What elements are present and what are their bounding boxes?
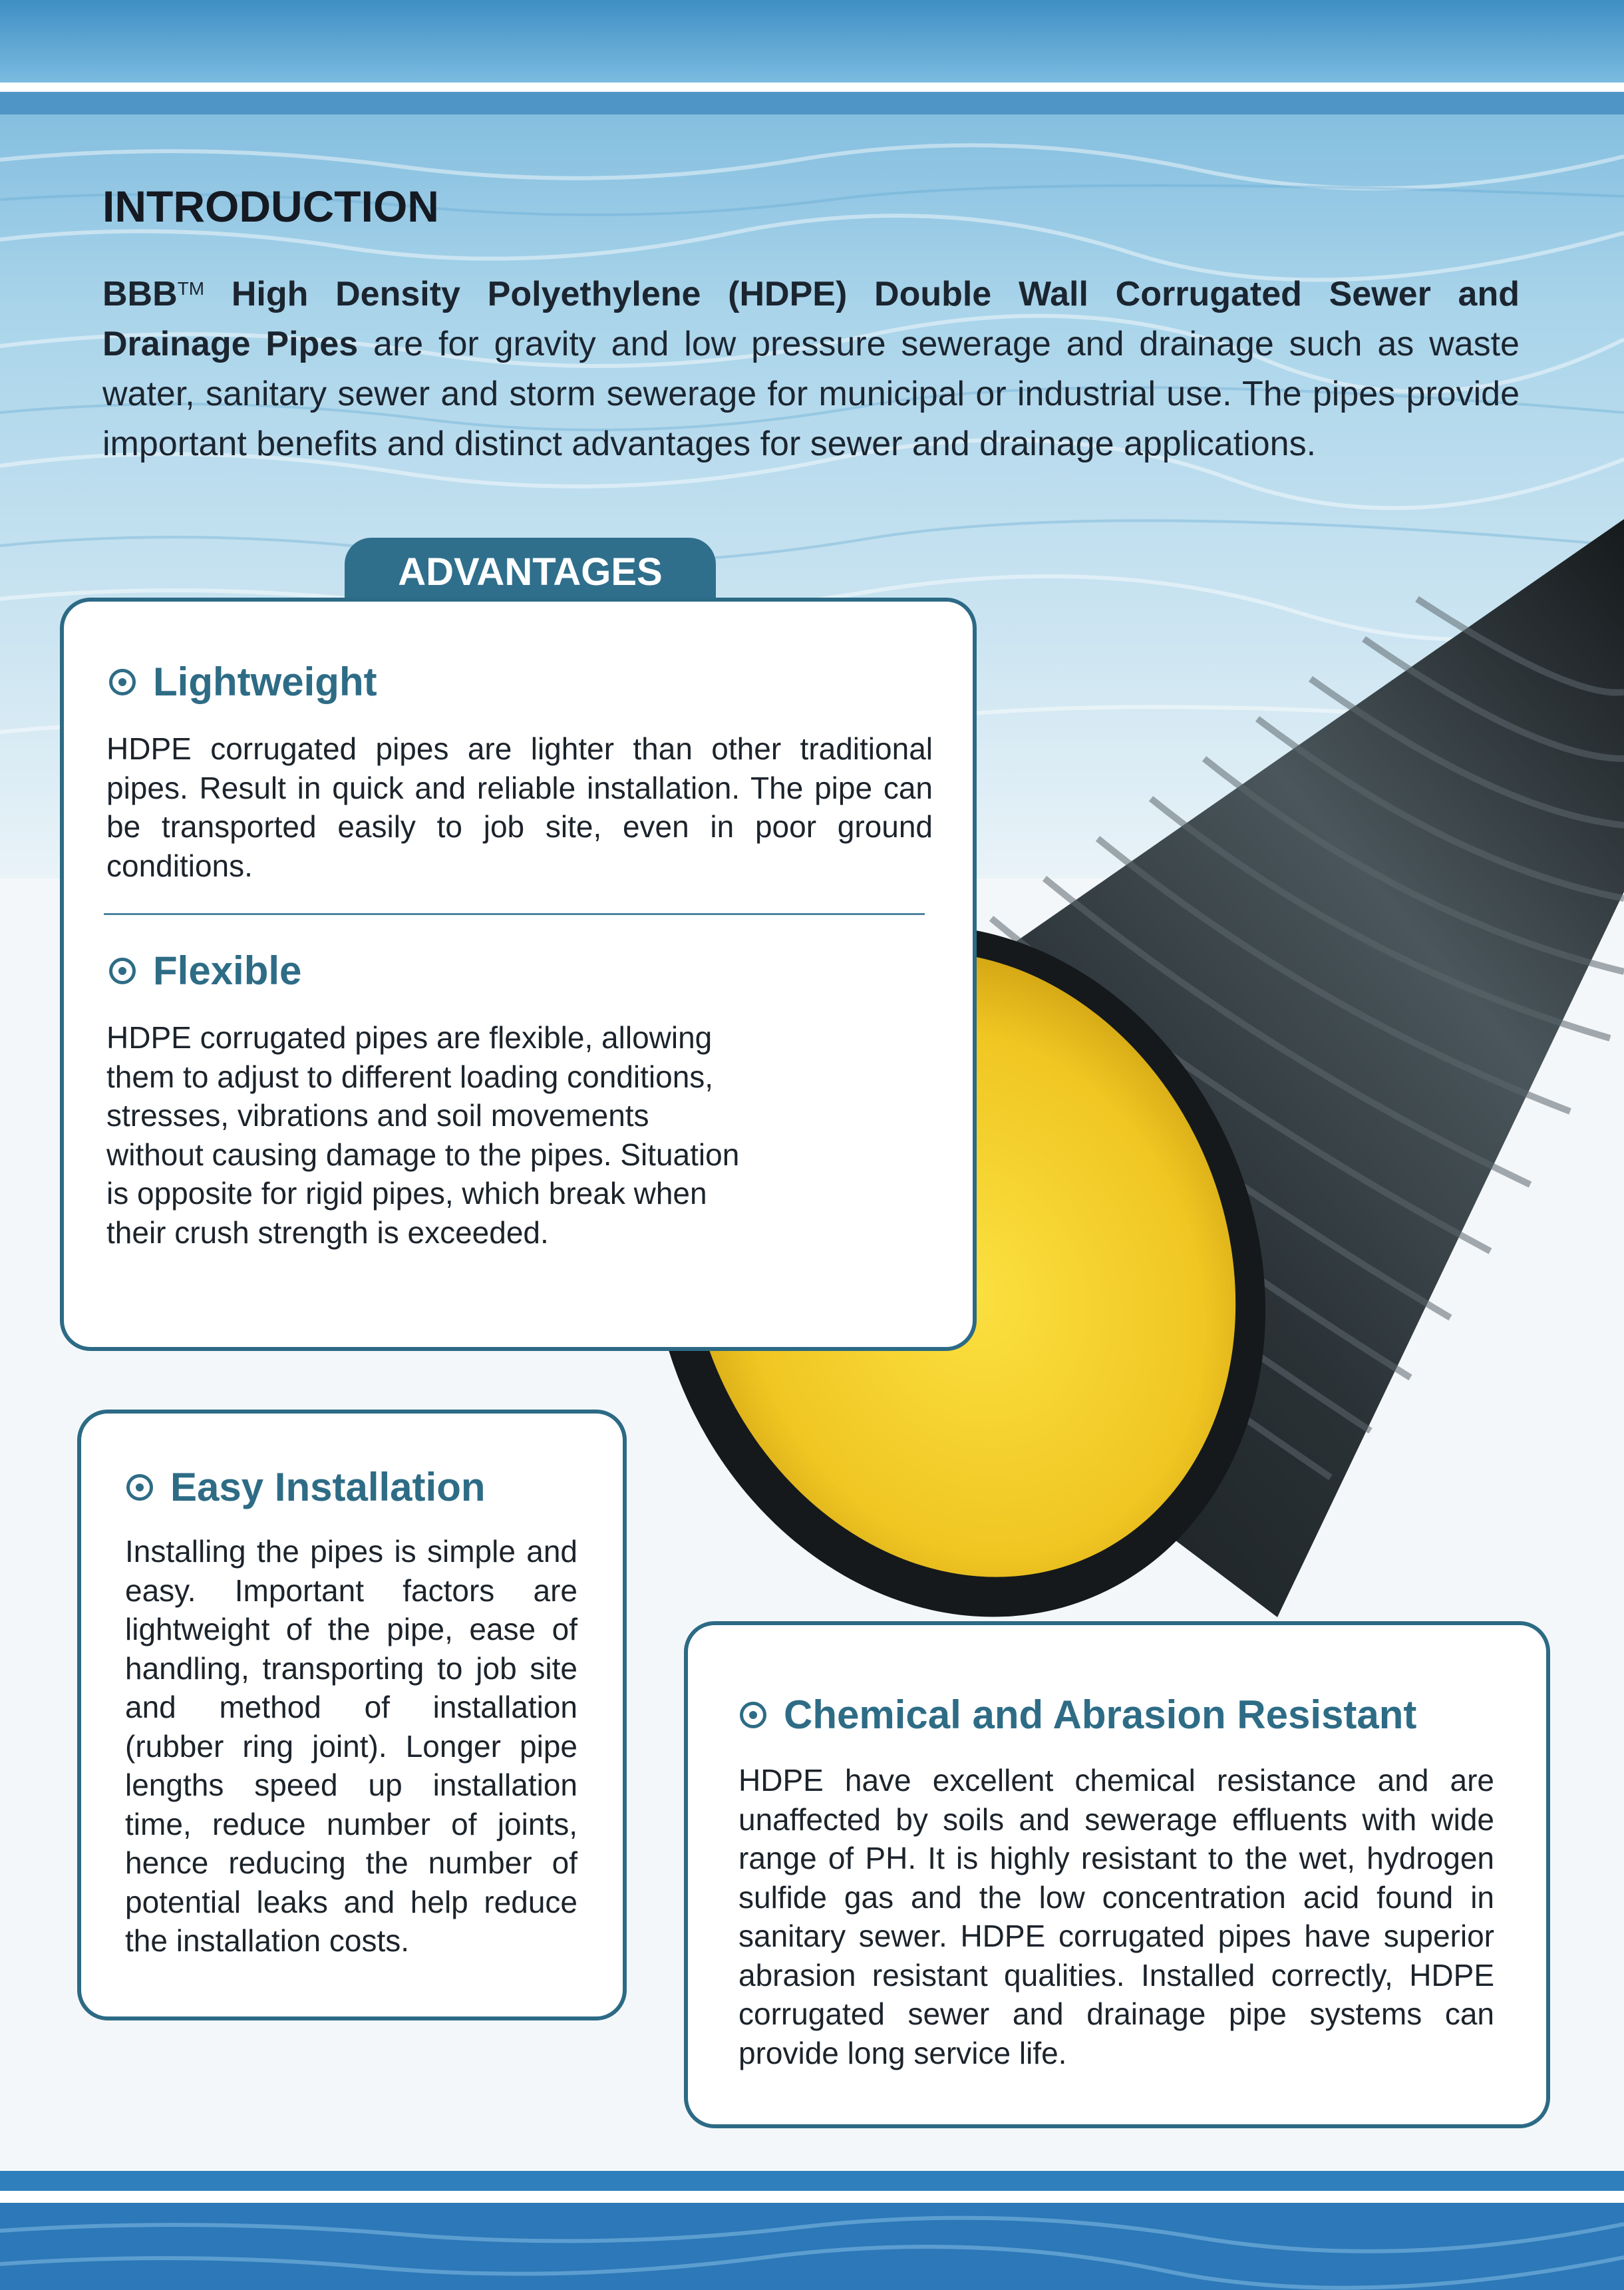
brand-name: BBB: [102, 275, 178, 313]
flexible-heading: [109, 948, 301, 994]
lightweight-title: Lightweight: [153, 660, 377, 704]
chemical-resistance-heading: [740, 1692, 1416, 1738]
lightweight-text: HDPE corrugated pipes are lighter than other traditional pipes. Result in quick and reliable installation. The pipe can be transported easily to job site, even in poor ground conditions.: [106, 731, 933, 883]
lightweight-heading: [109, 659, 377, 705]
flexible-title: Flexible: [153, 948, 302, 993]
trademark-symbol: TM: [177, 278, 205, 299]
easy-installation-title: Easy Installation: [170, 1465, 486, 1509]
flexible-text: HDPE corrugated pipes are flexible, allowing them to adjust to different loading conditions, stresses, vibrations and soil movements without causing damage to the pipes. Situation is opposite for rigid pipes, which break when their crush strength is exceeded.: [106, 1020, 740, 1250]
bullet-icon: [109, 669, 136, 695]
introduction-text: are for gravity and low pressure sewerage and drainage such as waste water, sanitary sewer and storm sewerage for municipal or industrial use. The pipes provide important benefits and distinct advantages for sewer and drainage applications.: [102, 325, 1520, 463]
easy-installation-text: Installing the pipes is simple and easy. Important factors are lightweight of the pipe, ease of handling, transporting to job site and method of installation (rubber ring joint). Longer pipe lengths speed up installation time, reduce number of joints, hence reducing the number of potential leaks and help reduce the installation costs.: [125, 1534, 577, 1958]
easy-installation-heading: [126, 1464, 486, 1510]
section-divider: [104, 913, 925, 915]
introduction-heading: INTRODUCTION: [102, 182, 439, 231]
chemical-resistance-text: HDPE have excellent chemical resistance and are unaffected by soils and sewerage effluents with wide range of PH. It is highly resistant to the wet, hydrogen sulfide gas and the low concentration acid found in sanitary sewer. HDPE corrugated pipes have superior abrasion resistant qualities. Installed correctly, HDPE corrugated sewer and drainage pipe systems can provide long service life.: [738, 1763, 1494, 2070]
advantages-tab: ADVANTAGES: [345, 538, 716, 602]
bullet-icon: [740, 1702, 766, 1728]
bullet-icon: [126, 1474, 153, 1501]
product-name: High Density Polyethylene (HDPE) Double Wall Corrugated Sewer and Drainage Pipes: [102, 275, 1520, 363]
introduction-paragraph: [102, 264, 1520, 469]
bottom-water-band: [0, 2171, 1624, 2290]
bullet-icon: [109, 958, 136, 984]
chemical-resistance-title: Chemical and Abrasion Resistant: [784, 1692, 1417, 1737]
